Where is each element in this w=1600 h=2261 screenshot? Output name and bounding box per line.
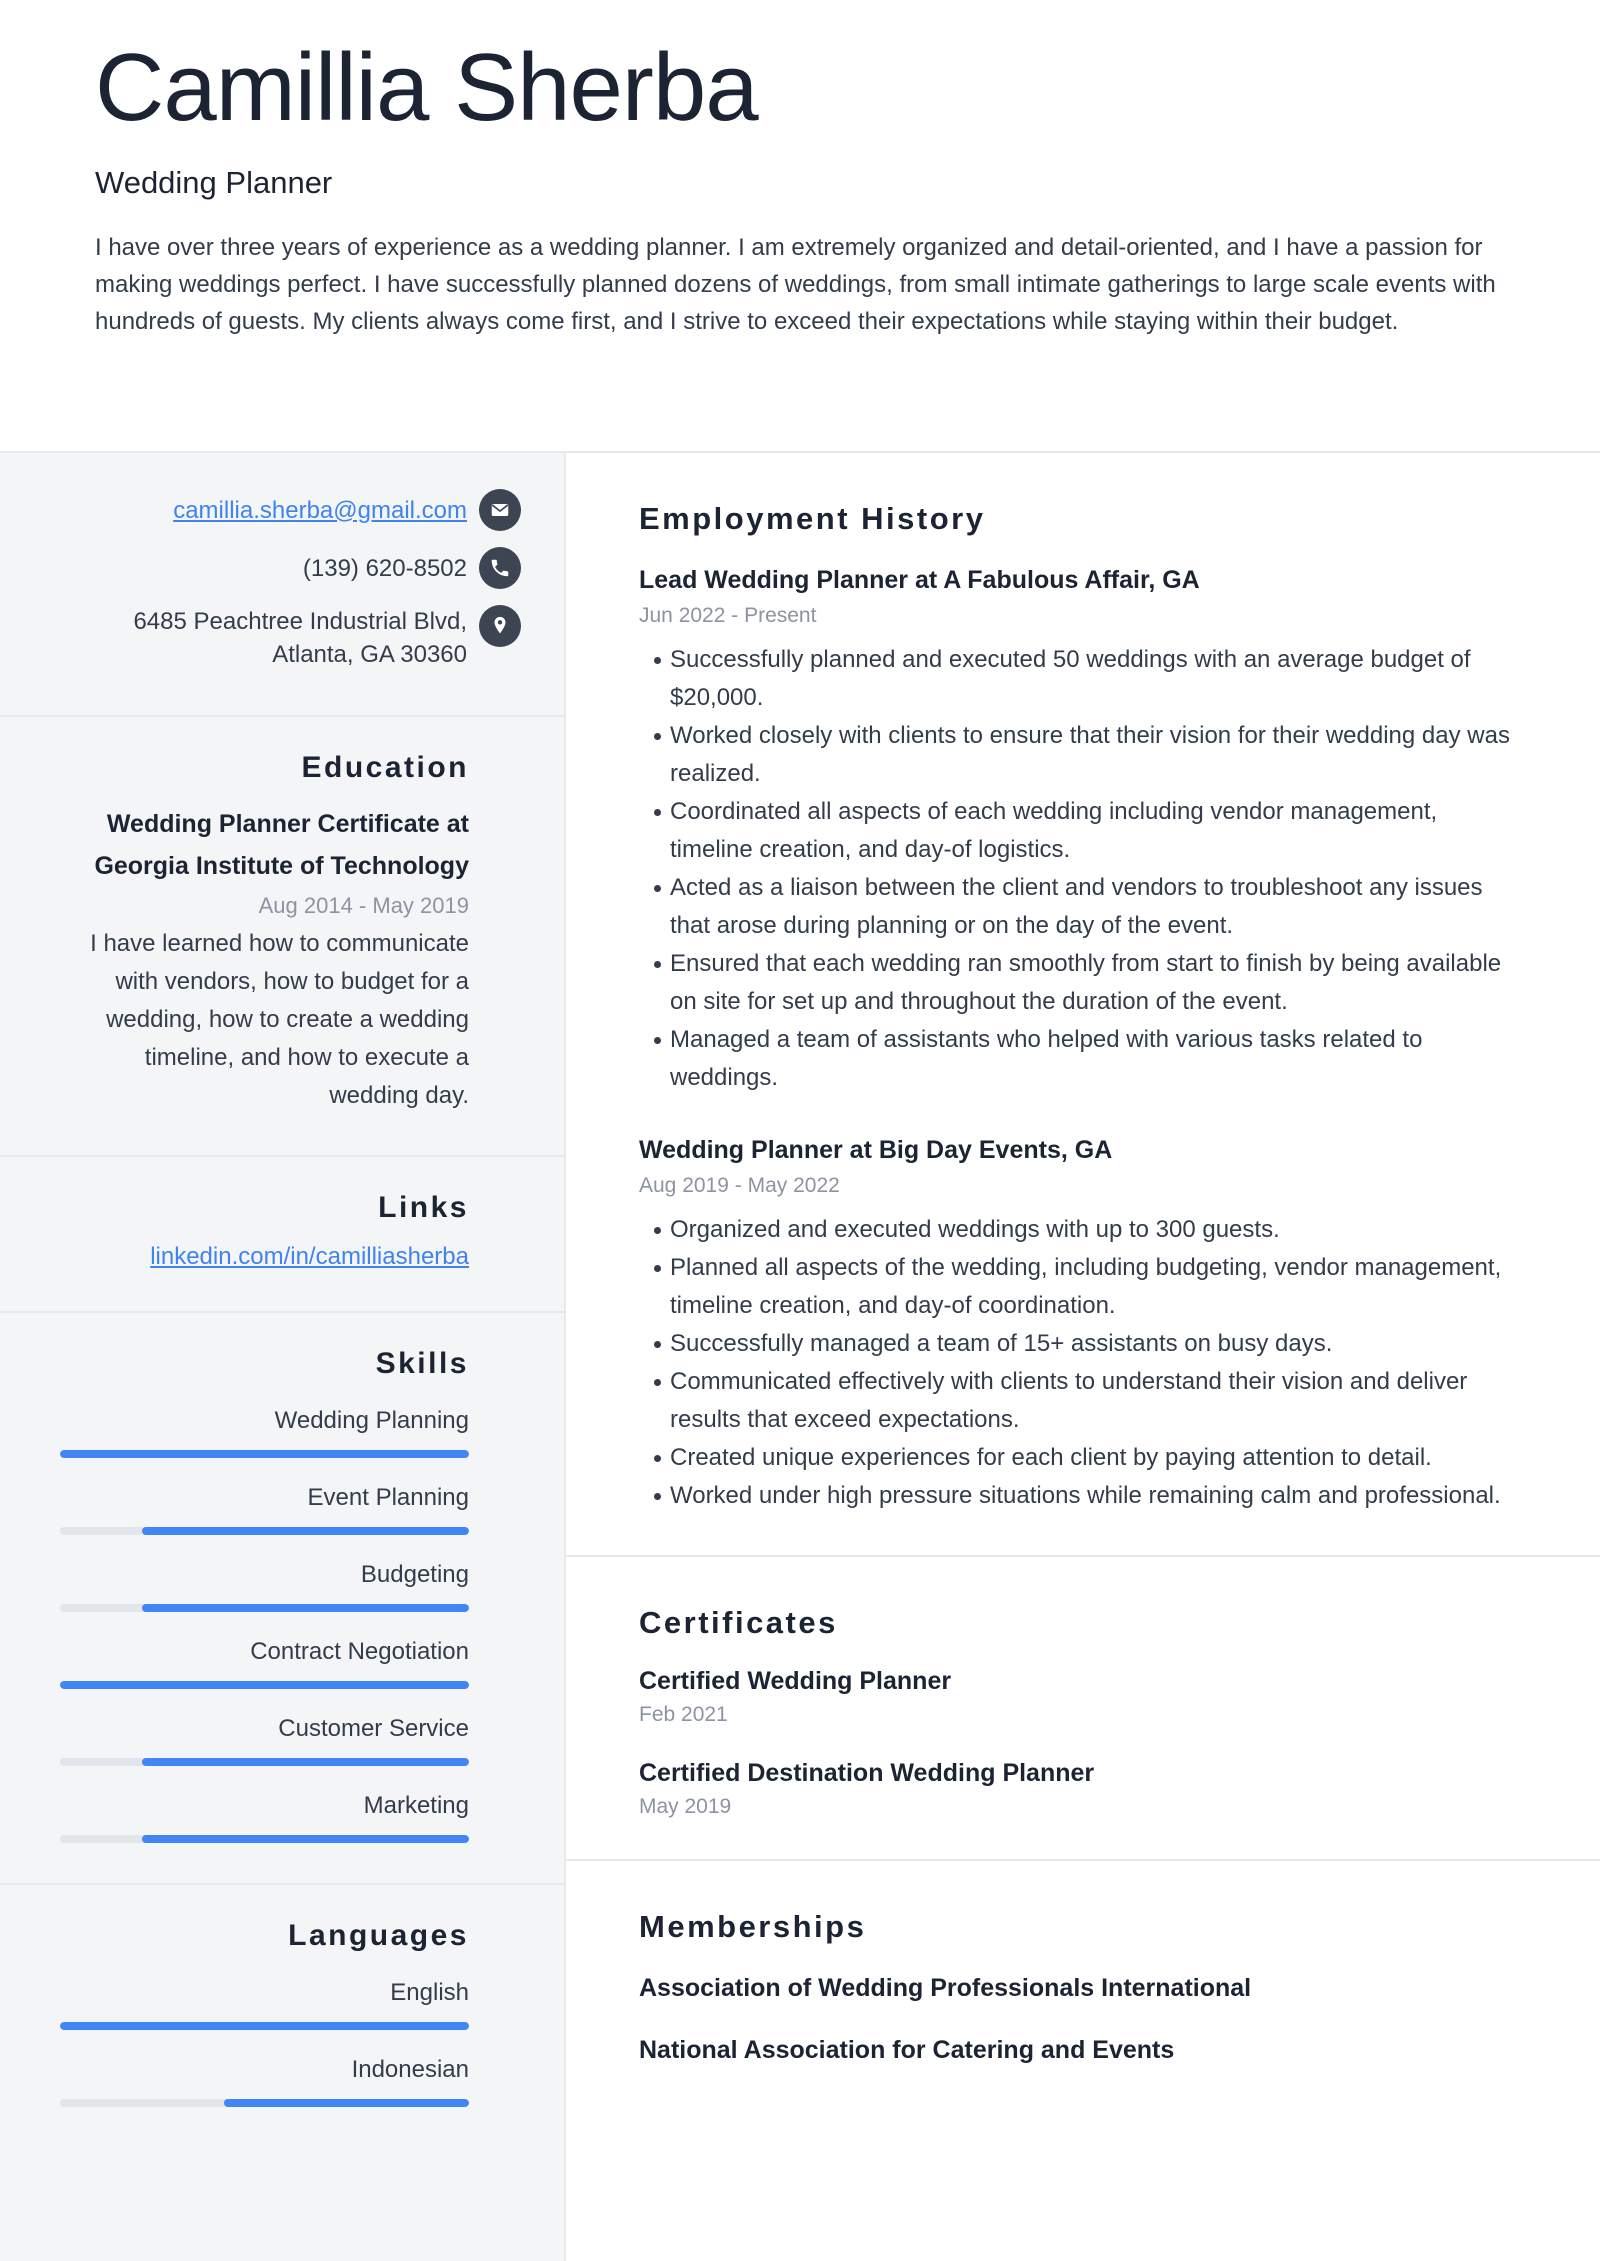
education-heading: Education [301, 751, 469, 784]
skill-item [60, 1561, 469, 1612]
job-dates: Aug 2019 - May 2022 [639, 1174, 840, 1197]
job-bullet: Coordinated all aspects of each wedding including vendor management, timeline creation, and day-of logistics. [639, 793, 1525, 869]
employment-history-heading: Employment History [639, 501, 986, 536]
certificate-title: Certified Wedding Planner [639, 1667, 952, 1695]
job-bullet-list [639, 641, 1525, 1097]
memberships-section [566, 1859, 1600, 2107]
contact-section [0, 453, 564, 717]
language-bar-fill [224, 2099, 469, 2107]
education-degree: Wedding Planner Certificate at Georgia Institute of Technology [94, 810, 469, 880]
language-bar-track [60, 2099, 469, 2107]
contact-row-address [60, 605, 521, 671]
education-section [0, 717, 564, 1157]
job-entry [639, 1133, 1525, 1515]
language-item [60, 2056, 469, 2107]
skill-label: Event Planning [307, 1484, 469, 1511]
language-bar-track [60, 2022, 469, 2030]
job-title: Wedding Planner at Big Day Events, GA [639, 1136, 1113, 1164]
link-item [60, 1243, 469, 1271]
skill-label: Marketing [363, 1792, 469, 1819]
skill-bar-fill [142, 1527, 469, 1535]
skill-bar-fill [60, 1681, 469, 1689]
sidebar [0, 453, 566, 2261]
job-title: Lead Wedding Planner at A Fabulous Affair, GA [639, 566, 1200, 594]
certificate-entry [639, 1667, 1525, 1727]
language-label: English [390, 1979, 469, 2006]
certificates-heading: Certificates [639, 1605, 838, 1640]
skill-bar-track [60, 1758, 469, 1766]
profile-summary: I have over three years of experience as a wedding planner. I am extremely organized and detail-oriented, and I have a passion for making weddings perfect. I have successfully planned dozens of weddings, from small intimate gatherings to large scale events with hundreds of guests. My clients always come first, and I strive to exceed their expectations while staying within their budget. [95, 233, 1496, 335]
resume-body [0, 451, 1600, 2261]
address-line-2: Atlanta, GA 30360 [272, 641, 467, 668]
job-bullet: Worked under high pressure situations while remaining calm and professional. [639, 1477, 1525, 1515]
skill-item [60, 1407, 469, 1458]
job-bullet: Managed a team of assistants who helped with various tasks related to weddings. [639, 1021, 1525, 1097]
resume-header [0, 0, 1600, 451]
membership-entry: National Association for Catering and Events [639, 2036, 1175, 2064]
job-bullet-list [639, 1211, 1525, 1515]
skill-item [60, 1484, 469, 1535]
skill-bar-fill [142, 1758, 469, 1766]
memberships-heading: Memberships [639, 1909, 867, 1944]
certificates-section [566, 1555, 1600, 1859]
location-pin-icon [479, 605, 521, 647]
contact-row-phone [60, 547, 521, 589]
linkedin-link[interactable]: linkedin.com/in/camilliasherba [150, 1243, 469, 1270]
job-bullet: Ensured that each wedding ran smoothly from start to finish by being available on site for set up and throughout the duration of the event. [639, 945, 1525, 1021]
employment-history-section [566, 453, 1600, 1555]
language-label: Indonesian [351, 2056, 469, 2083]
links-section [0, 1157, 564, 1313]
skill-label: Wedding Planning [274, 1407, 469, 1434]
skill-item [60, 1792, 469, 1843]
skills-section [0, 1313, 564, 1885]
phone-number: (139) 620-8502 [302, 554, 467, 582]
language-item [60, 1979, 469, 2030]
skill-label: Customer Service [278, 1715, 469, 1742]
job-bullet: Planned all aspects of the wedding, including budgeting, vendor management, timeline creation, and day-of coordination. [639, 1249, 1525, 1325]
skill-bar-track [60, 1450, 469, 1458]
phone-icon [479, 547, 521, 589]
certificate-entry [639, 1759, 1525, 1819]
membership-entry: Association of Wedding Professionals International [639, 1974, 1252, 2002]
skill-bar-track [60, 1604, 469, 1612]
email-link[interactable]: camillia.sherba@gmail.com [173, 496, 467, 524]
skill-label: Contract Negotiation [250, 1638, 469, 1665]
languages-heading: Languages [288, 1919, 469, 1952]
education-description: I have learned how to communicate with vendors, how to budget for a wedding, how to create a wedding timeline, and how to execute a wedding day. [90, 930, 469, 1109]
job-entry [639, 563, 1525, 1097]
skill-label: Budgeting [360, 1561, 469, 1588]
links-heading: Links [378, 1191, 469, 1224]
job-bullet: Successfully managed a team of 15+ assistants on busy days. [639, 1325, 1525, 1363]
skills-heading: Skills [375, 1347, 469, 1380]
language-bar-fill [60, 2022, 469, 2030]
skill-item [60, 1715, 469, 1766]
skill-bar-fill [60, 1450, 469, 1458]
job-bullet: Successfully planned and executed 50 weddings with an average budget of $20,000. [639, 641, 1525, 717]
address-line-1: 6485 Peachtree Industrial Blvd, [133, 608, 467, 635]
certificate-date: Feb 2021 [639, 1703, 728, 1726]
skill-bar-fill [142, 1604, 469, 1612]
contact-row-email [60, 489, 521, 531]
person-name: Camillia Sherba [95, 34, 758, 141]
postal-address [133, 605, 467, 671]
skill-bar-track [60, 1835, 469, 1843]
person-job-title: Wedding Planner [95, 164, 333, 200]
skill-bar-track [60, 1681, 469, 1689]
certificate-date: May 2019 [639, 1795, 732, 1818]
job-bullet: Worked closely with clients to ensure that their vision for their wedding day was realized. [639, 717, 1525, 793]
education-dates: Aug 2014 - May 2019 [258, 893, 469, 918]
skill-bar-fill [142, 1835, 469, 1843]
envelope-icon [479, 489, 521, 531]
job-bullet: Acted as a liaison between the client and vendors to troubleshoot any issues that arose during planning or on the day of the event. [639, 869, 1525, 945]
job-bullet: Communicated effectively with clients to understand their vision and deliver results that exceed expectations. [639, 1363, 1525, 1439]
skill-item [60, 1638, 469, 1689]
languages-section [0, 1885, 564, 2261]
main-column [566, 453, 1600, 2261]
skill-bar-track [60, 1527, 469, 1535]
job-bullet: Created unique experiences for each client by paying attention to detail. [639, 1439, 1525, 1477]
certificate-title: Certified Destination Wedding Planner [639, 1759, 1095, 1787]
job-dates: Jun 2022 - Present [639, 604, 817, 627]
job-bullet: Organized and executed weddings with up to 300 guests. [639, 1211, 1525, 1249]
